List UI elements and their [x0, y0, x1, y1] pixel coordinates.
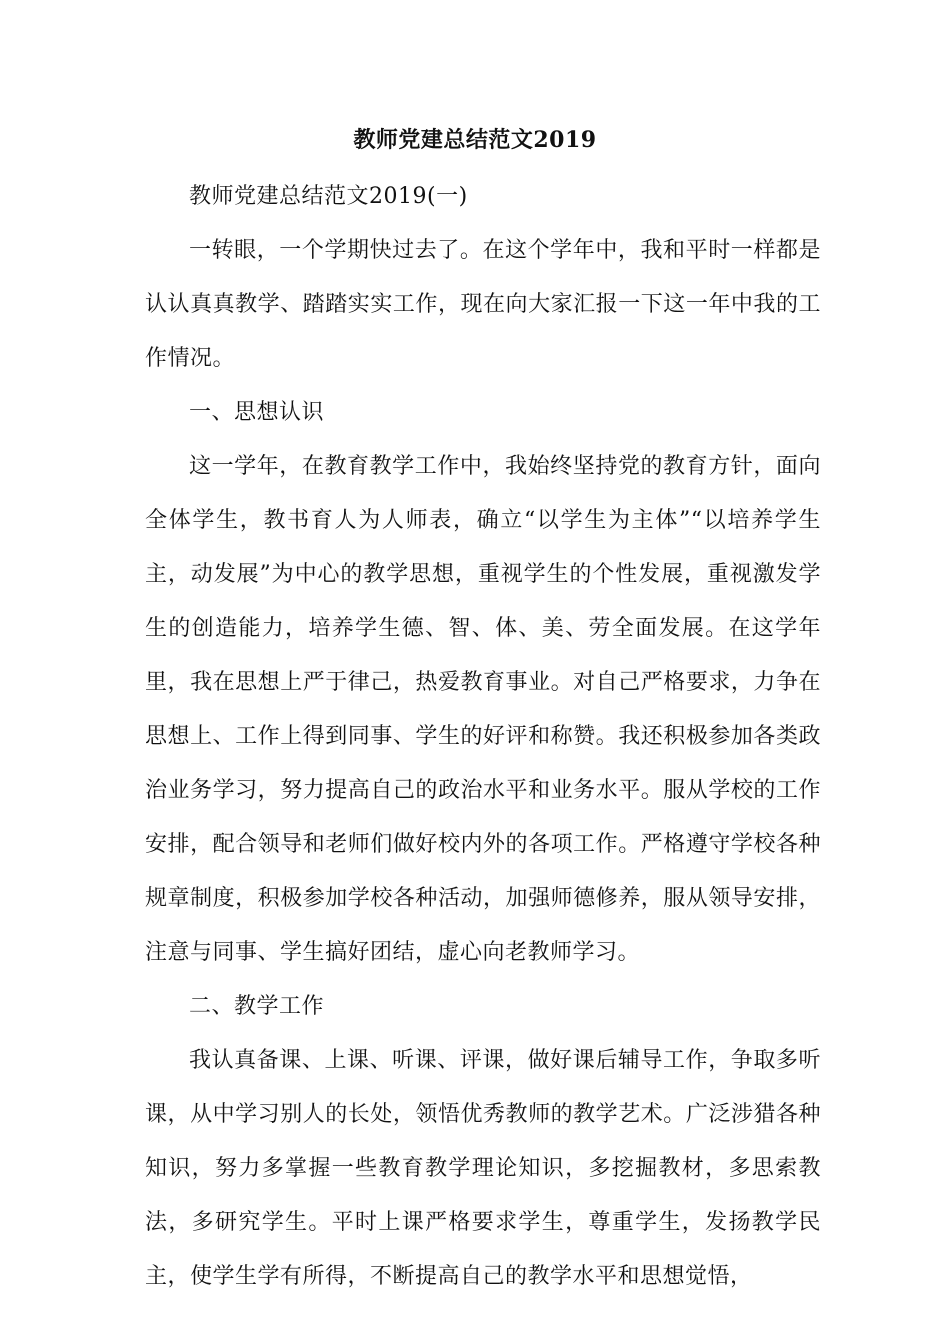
intro-paragraph: 一转眼，一个学期快过去了。在这个学年中，我和平时一样都是认认真真教学、踏踏实实工作，现在向大家汇报一下这一年中我的工作情况。 [145, 238, 821, 371]
document-body [145, 170, 821, 1304]
section-heading-teaching: 二、教学工作 [189, 994, 325, 1019]
section-heading-thought: 一、思想认识 [189, 400, 325, 425]
document-title: 教师党建总结范文2019 [353, 127, 597, 153]
section-heading-subtitle: 教师党建总结范文2019(一) [189, 184, 468, 209]
teaching-paragraph: 我认真备课、上课、听课、评课，做好课后辅导工作，争取多听课，从中学习别人的长处，领悟优秀教师的教学艺术。广泛涉猎各种知识，努力多掌握一些教育教学理论知识，多挖掘教材，多思索教法，多研究学生。平时上课严格要求学生，尊重学生，发扬教学民主，使学生学有所得，不断提高自己的教学水平和思想觉悟， [145, 1048, 821, 1289]
thought-paragraph: 这一学年，在教育教学工作中，我始终坚持党的教育方针，面向全体学生，教书育人为人师表，确立“以学生为主体”“以培养学生主，动发展”为中心的教学思想，重视学生的个性发展，重视激发学生的创造能力，培养学生德、智、体、美、劳全面发展。在这学年里，我在思想上严于律己，热爱教育事业。对自己严格要求，力争在思想上、工作上得到同事、学生的好评和称赞。我还积极参加各类政治业务学习，努力提高自己的政治水平和业务水平。服从学校的工作安排，配合领导和老师们做好校内外的各项工作。严格遵守学校各种规章制度，积极参加学校各种活动，加强师德修养，服从领导安排，注意与同事、学生搞好团结，虚心向老教师学习。 [145, 454, 821, 965]
